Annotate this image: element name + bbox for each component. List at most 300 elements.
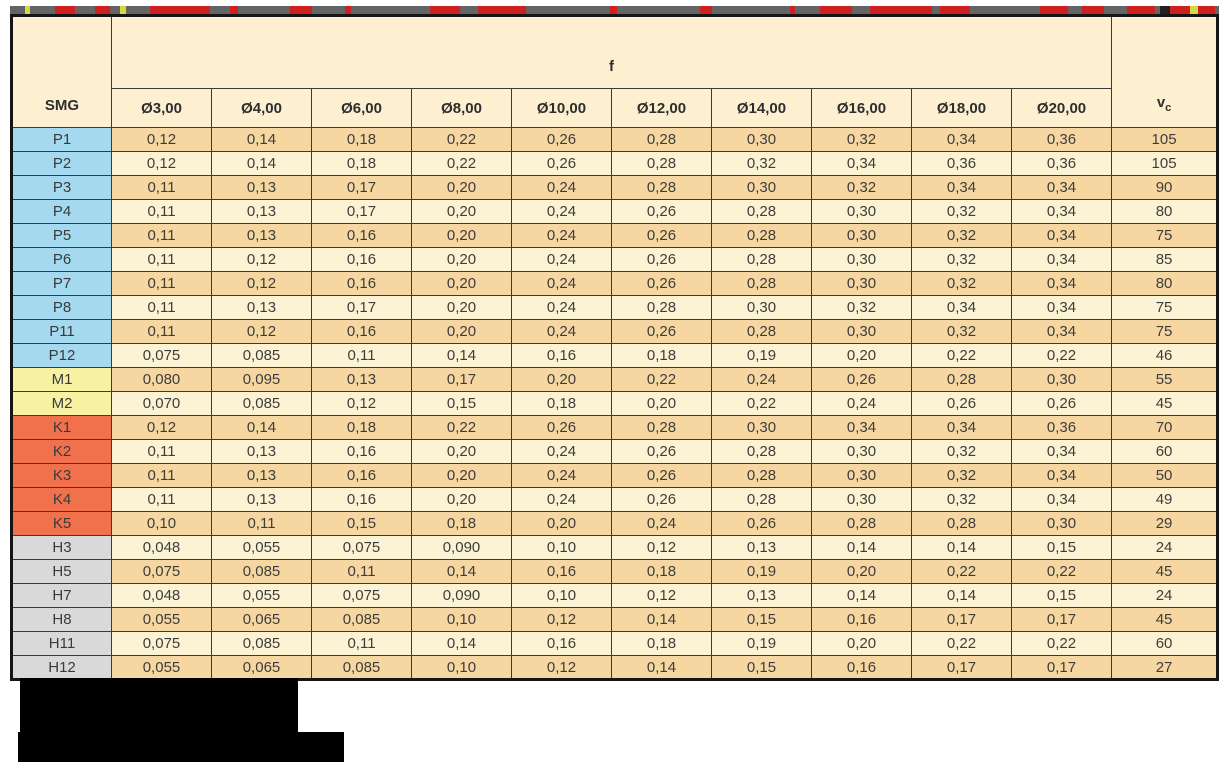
feed-value-cell: 0,22 <box>1012 632 1112 656</box>
feed-value-cell: 0,24 <box>512 464 612 488</box>
feed-value-cell: 0,11 <box>112 224 212 248</box>
feed-value-cell: 0,17 <box>912 608 1012 632</box>
feed-value-cell: 0,30 <box>812 320 912 344</box>
feed-value-cell: 0,14 <box>212 416 312 440</box>
material-group-label: H3 <box>12 536 112 560</box>
feed-value-cell: 0,18 <box>512 392 612 416</box>
feed-value-cell: 0,20 <box>512 512 612 536</box>
feed-value-cell: 0,18 <box>612 344 712 368</box>
feed-value-cell: 0,18 <box>312 128 412 152</box>
feed-value-cell: 0,14 <box>412 344 512 368</box>
feed-value-cell: 0,32 <box>812 176 912 200</box>
feed-value-cell: 0,080 <box>112 368 212 392</box>
feed-value-cell: 0,24 <box>512 296 612 320</box>
feed-value-cell: 0,12 <box>112 416 212 440</box>
cutting-speed-cell: 50 <box>1112 464 1218 488</box>
feed-value-cell: 0,28 <box>712 440 812 464</box>
feed-value-cell: 0,28 <box>712 200 812 224</box>
table-row <box>12 440 1218 464</box>
feed-value-cell: 0,20 <box>812 560 912 584</box>
feed-value-cell: 0,34 <box>1012 248 1112 272</box>
feed-value-cell: 0,085 <box>212 560 312 584</box>
feed-value-cell: 0,17 <box>1012 608 1112 632</box>
feed-value-cell: 0,16 <box>512 560 612 584</box>
feed-value-cell: 0,085 <box>312 608 412 632</box>
table-row <box>12 632 1218 656</box>
feed-value-cell: 0,24 <box>512 248 612 272</box>
diameter-column-header: Ø18,00 <box>912 89 1012 128</box>
feed-value-cell: 0,24 <box>512 272 612 296</box>
feed-value-cell: 0,24 <box>512 200 612 224</box>
feed-value-cell: 0,36 <box>912 152 1012 176</box>
feed-value-cell: 0,12 <box>612 536 712 560</box>
feed-value-cell: 0,075 <box>312 536 412 560</box>
feed-value-cell: 0,13 <box>212 200 312 224</box>
feed-value-cell: 0,11 <box>112 248 212 272</box>
feed-value-cell: 0,32 <box>912 272 1012 296</box>
material-group-label: P3 <box>12 176 112 200</box>
feed-value-cell: 0,34 <box>1012 488 1112 512</box>
redacted-caption-line <box>18 732 344 762</box>
feed-header-row <box>12 16 1218 89</box>
feed-value-cell: 0,12 <box>212 272 312 296</box>
feed-value-cell: 0,34 <box>912 128 1012 152</box>
feed-value-cell: 0,30 <box>712 296 812 320</box>
material-group-label: P8 <box>12 296 112 320</box>
feed-value-cell: 0,048 <box>112 536 212 560</box>
vc-label: v <box>1156 94 1166 111</box>
diameter-column-header: Ø16,00 <box>812 89 912 128</box>
feed-value-cell: 0,34 <box>912 416 1012 440</box>
table-row <box>12 656 1218 680</box>
feed-value-cell: 0,28 <box>812 512 912 536</box>
feed-value-cell: 0,30 <box>712 176 812 200</box>
feed-value-cell: 0,090 <box>412 536 512 560</box>
feed-value-cell: 0,32 <box>812 128 912 152</box>
cutting-speed-cell: 80 <box>1112 200 1218 224</box>
feed-value-cell: 0,19 <box>712 560 812 584</box>
feed-value-cell: 0,048 <box>112 584 212 608</box>
diameter-column-header: Ø20,00 <box>1012 89 1112 128</box>
feed-value-cell: 0,10 <box>512 584 612 608</box>
feed-value-cell: 0,095 <box>212 368 312 392</box>
material-group-label: P4 <box>12 200 112 224</box>
feed-value-cell: 0,32 <box>912 248 1012 272</box>
feed-value-cell: 0,11 <box>112 272 212 296</box>
feed-value-cell: 0,26 <box>912 392 1012 416</box>
feed-value-cell: 0,12 <box>312 392 412 416</box>
feed-value-cell: 0,11 <box>112 200 212 224</box>
feed-value-cell: 0,26 <box>612 464 712 488</box>
feed-value-cell: 0,055 <box>212 584 312 608</box>
feed-value-cell: 0,085 <box>212 632 312 656</box>
diameter-column-header: Ø10,00 <box>512 89 612 128</box>
table-row <box>12 488 1218 512</box>
material-group-label: P1 <box>12 128 112 152</box>
feed-value-cell: 0,26 <box>612 488 712 512</box>
feed-value-cell: 0,26 <box>512 128 612 152</box>
material-group-label: P7 <box>12 272 112 296</box>
feed-value-cell: 0,30 <box>812 272 912 296</box>
material-group-label: P11 <box>12 320 112 344</box>
feed-value-cell: 0,16 <box>512 344 612 368</box>
cutting-speed-cell: 75 <box>1112 224 1218 248</box>
feed-value-cell: 0,20 <box>412 176 512 200</box>
cutting-speed-cell: 60 <box>1112 440 1218 464</box>
cutting-speed-cell: 105 <box>1112 128 1218 152</box>
feed-value-cell: 0,26 <box>612 248 712 272</box>
material-group-label: P5 <box>12 224 112 248</box>
feed-value-cell: 0,18 <box>612 632 712 656</box>
table-row <box>12 272 1218 296</box>
diameter-header-row <box>12 89 1218 128</box>
table-row <box>12 296 1218 320</box>
cutting-speed-cell: 46 <box>1112 344 1218 368</box>
feed-value-cell: 0,14 <box>212 128 312 152</box>
feed-value-cell: 0,20 <box>412 200 512 224</box>
feed-value-cell: 0,065 <box>212 608 312 632</box>
diameter-column-header: Ø6,00 <box>312 89 412 128</box>
feed-value-cell: 0,14 <box>412 632 512 656</box>
vc-subscript: c <box>1165 102 1172 114</box>
feed-value-cell: 0,11 <box>312 344 412 368</box>
feed-value-cell: 0,20 <box>412 320 512 344</box>
feed-value-cell: 0,22 <box>412 416 512 440</box>
cutting-speed-cell: 45 <box>1112 392 1218 416</box>
table-row <box>12 368 1218 392</box>
feed-value-cell: 0,12 <box>112 152 212 176</box>
feed-value-cell: 0,24 <box>512 320 612 344</box>
feed-value-cell: 0,17 <box>412 368 512 392</box>
feed-value-cell: 0,11 <box>112 320 212 344</box>
vc-column-header <box>1112 16 1218 128</box>
feed-value-cell: 0,16 <box>312 224 412 248</box>
feed-value-cell: 0,26 <box>612 224 712 248</box>
feed-value-cell: 0,18 <box>412 512 512 536</box>
feed-value-cell: 0,16 <box>512 632 612 656</box>
cutting-speed-cell: 24 <box>1112 584 1218 608</box>
feed-value-cell: 0,34 <box>812 416 912 440</box>
feed-value-cell: 0,17 <box>312 176 412 200</box>
feed-value-cell: 0,16 <box>312 488 412 512</box>
feed-value-cell: 0,34 <box>1012 200 1112 224</box>
feed-value-cell: 0,20 <box>412 272 512 296</box>
feed-value-cell: 0,15 <box>412 392 512 416</box>
feed-value-cell: 0,32 <box>912 488 1012 512</box>
cutting-speed-cell: 55 <box>1112 368 1218 392</box>
feed-value-cell: 0,14 <box>212 152 312 176</box>
feed-value-cell: 0,20 <box>412 296 512 320</box>
feed-value-cell: 0,070 <box>112 392 212 416</box>
feed-value-cell: 0,10 <box>412 608 512 632</box>
table-row <box>12 560 1218 584</box>
feed-value-cell: 0,20 <box>412 488 512 512</box>
feed-value-cell: 0,13 <box>212 464 312 488</box>
material-group-label: M1 <box>12 368 112 392</box>
feed-value-cell: 0,30 <box>812 488 912 512</box>
feed-value-cell: 0,12 <box>212 320 312 344</box>
feed-value-cell: 0,36 <box>1012 416 1112 440</box>
feed-value-cell: 0,36 <box>1012 128 1112 152</box>
feed-value-cell: 0,26 <box>512 416 612 440</box>
cutting-speed-cell: 75 <box>1112 296 1218 320</box>
feed-value-cell: 0,36 <box>1012 152 1112 176</box>
feed-value-cell: 0,18 <box>612 560 712 584</box>
cutting-speed-cell: 90 <box>1112 176 1218 200</box>
feed-value-cell: 0,075 <box>112 344 212 368</box>
table-row <box>12 176 1218 200</box>
feed-value-cell: 0,12 <box>112 128 212 152</box>
table-row <box>12 200 1218 224</box>
feed-value-cell: 0,28 <box>612 128 712 152</box>
table-row <box>12 344 1218 368</box>
feed-value-cell: 0,24 <box>512 488 612 512</box>
feed-value-cell: 0,16 <box>312 464 412 488</box>
feed-value-cell: 0,055 <box>112 608 212 632</box>
feed-value-cell: 0,17 <box>312 296 412 320</box>
feed-value-cell: 0,16 <box>312 320 412 344</box>
cutting-speed-cell: 75 <box>1112 320 1218 344</box>
feed-value-cell: 0,32 <box>912 440 1012 464</box>
feed-value-cell: 0,055 <box>112 656 212 680</box>
feed-value-cell: 0,14 <box>912 536 1012 560</box>
feed-value-cell: 0,34 <box>812 152 912 176</box>
feed-value-cell: 0,13 <box>212 440 312 464</box>
cutting-speed-cell: 45 <box>1112 560 1218 584</box>
table-row <box>12 392 1218 416</box>
feed-value-cell: 0,26 <box>712 512 812 536</box>
feed-value-cell: 0,34 <box>1012 176 1112 200</box>
feed-value-cell: 0,10 <box>512 536 612 560</box>
material-group-label: K2 <box>12 440 112 464</box>
feed-value-cell: 0,30 <box>712 416 812 440</box>
feed-value-cell: 0,12 <box>512 608 612 632</box>
feed-value-cell: 0,30 <box>812 440 912 464</box>
feed-value-cell: 0,34 <box>1012 320 1112 344</box>
material-group-label: P6 <box>12 248 112 272</box>
feed-value-cell: 0,28 <box>912 368 1012 392</box>
redacted-top-strip <box>10 6 1219 14</box>
feed-value-cell: 0,16 <box>312 440 412 464</box>
feed-value-cell: 0,28 <box>612 416 712 440</box>
diameter-column-header: Ø12,00 <box>612 89 712 128</box>
feed-value-cell: 0,34 <box>1012 272 1112 296</box>
material-group-label: P2 <box>12 152 112 176</box>
cutting-speed-cell: 85 <box>1112 248 1218 272</box>
feed-value-cell: 0,11 <box>112 464 212 488</box>
feed-value-cell: 0,28 <box>712 488 812 512</box>
feed-value-cell: 0,18 <box>312 152 412 176</box>
feed-value-cell: 0,15 <box>312 512 412 536</box>
feed-value-cell: 0,20 <box>412 440 512 464</box>
feed-value-cell: 0,15 <box>1012 584 1112 608</box>
feed-value-cell: 0,20 <box>612 392 712 416</box>
feed-value-cell: 0,30 <box>712 128 812 152</box>
feed-value-cell: 0,26 <box>612 440 712 464</box>
diameter-column-header: Ø4,00 <box>212 89 312 128</box>
feed-value-cell: 0,22 <box>912 560 1012 584</box>
feed-value-cell: 0,20 <box>812 632 912 656</box>
feed-value-cell: 0,30 <box>812 200 912 224</box>
feed-value-cell: 0,20 <box>412 224 512 248</box>
feed-value-cell: 0,24 <box>812 392 912 416</box>
feed-value-cell: 0,16 <box>812 656 912 680</box>
material-group-label: P12 <box>12 344 112 368</box>
feed-value-cell: 0,22 <box>912 344 1012 368</box>
feed-value-cell: 0,28 <box>612 296 712 320</box>
feed-value-cell: 0,32 <box>912 200 1012 224</box>
feed-value-cell: 0,18 <box>312 416 412 440</box>
cutting-data-table <box>10 14 1219 681</box>
table-row <box>12 128 1218 152</box>
feed-value-cell: 0,090 <box>412 584 512 608</box>
feed-value-cell: 0,30 <box>1012 512 1112 536</box>
feed-value-cell: 0,30 <box>812 248 912 272</box>
feed-value-cell: 0,075 <box>112 632 212 656</box>
feed-value-cell: 0,13 <box>212 176 312 200</box>
feed-value-cell: 0,20 <box>412 464 512 488</box>
feed-value-cell: 0,15 <box>1012 536 1112 560</box>
feed-value-cell: 0,26 <box>612 272 712 296</box>
table-row <box>12 224 1218 248</box>
table-row <box>12 464 1218 488</box>
feed-value-cell: 0,13 <box>712 536 812 560</box>
feed-value-cell: 0,28 <box>712 464 812 488</box>
feed-value-cell: 0,13 <box>212 224 312 248</box>
feed-value-cell: 0,085 <box>212 392 312 416</box>
redacted-caption-block <box>20 678 298 732</box>
feed-value-cell: 0,10 <box>112 512 212 536</box>
feed-value-cell: 0,22 <box>1012 560 1112 584</box>
feed-value-cell: 0,28 <box>712 224 812 248</box>
feed-value-cell: 0,13 <box>712 584 812 608</box>
material-group-label: K1 <box>12 416 112 440</box>
feed-value-cell: 0,26 <box>1012 392 1112 416</box>
feed-value-cell: 0,075 <box>312 584 412 608</box>
cutting-speed-cell: 27 <box>1112 656 1218 680</box>
feed-value-cell: 0,14 <box>412 560 512 584</box>
feed-value-cell: 0,32 <box>812 296 912 320</box>
feed-value-cell: 0,30 <box>812 224 912 248</box>
material-group-label: H5 <box>12 560 112 584</box>
material-group-label: K3 <box>12 464 112 488</box>
feed-value-cell: 0,32 <box>912 224 1012 248</box>
table-row <box>12 584 1218 608</box>
feed-value-cell: 0,055 <box>212 536 312 560</box>
diameter-column-header: Ø14,00 <box>712 89 812 128</box>
feed-value-cell: 0,34 <box>912 176 1012 200</box>
feed-value-cell: 0,30 <box>812 464 912 488</box>
feed-value-cell: 0,13 <box>212 488 312 512</box>
feed-value-cell: 0,11 <box>312 560 412 584</box>
feed-value-cell: 0,20 <box>412 248 512 272</box>
feed-value-cell: 0,34 <box>912 296 1012 320</box>
feed-value-cell: 0,28 <box>712 248 812 272</box>
feed-value-cell: 0,085 <box>212 344 312 368</box>
feed-value-cell: 0,065 <box>212 656 312 680</box>
feed-value-cell: 0,11 <box>112 488 212 512</box>
material-group-label: M2 <box>12 392 112 416</box>
cutting-speed-cell: 29 <box>1112 512 1218 536</box>
table-row <box>12 416 1218 440</box>
feed-value-cell: 0,28 <box>712 320 812 344</box>
material-group-label: H7 <box>12 584 112 608</box>
cutting-speed-cell: 70 <box>1112 416 1218 440</box>
feed-value-cell: 0,15 <box>712 608 812 632</box>
feed-value-cell: 0,19 <box>712 632 812 656</box>
material-group-label: H11 <box>12 632 112 656</box>
material-group-label: K4 <box>12 488 112 512</box>
material-group-label: H8 <box>12 608 112 632</box>
feed-value-cell: 0,14 <box>612 608 712 632</box>
feed-value-cell: 0,13 <box>312 368 412 392</box>
feed-value-cell: 0,15 <box>712 656 812 680</box>
smg-column-header: SMG <box>12 16 112 128</box>
feed-value-cell: 0,075 <box>112 560 212 584</box>
feed-value-cell: 0,19 <box>712 344 812 368</box>
feed-value-cell: 0,14 <box>612 656 712 680</box>
feed-value-cell: 0,13 <box>212 296 312 320</box>
table-row <box>12 152 1218 176</box>
table-row <box>12 512 1218 536</box>
feed-value-cell: 0,34 <box>1012 224 1112 248</box>
feed-value-cell: 0,11 <box>212 512 312 536</box>
feed-value-cell: 0,22 <box>712 392 812 416</box>
feed-value-cell: 0,24 <box>512 440 612 464</box>
diameter-column-header: Ø3,00 <box>112 89 212 128</box>
feed-value-cell: 0,14 <box>812 584 912 608</box>
feed-value-cell: 0,12 <box>612 584 712 608</box>
feed-value-cell: 0,22 <box>412 152 512 176</box>
feed-value-cell: 0,22 <box>612 368 712 392</box>
feed-value-cell: 0,20 <box>512 368 612 392</box>
feed-value-cell: 0,14 <box>812 536 912 560</box>
cutting-speed-cell: 45 <box>1112 608 1218 632</box>
feed-group-header: f <box>112 16 1112 89</box>
feed-value-cell: 0,11 <box>112 296 212 320</box>
table-row <box>12 248 1218 272</box>
cutting-speed-cell: 60 <box>1112 632 1218 656</box>
material-group-label: K5 <box>12 512 112 536</box>
feed-value-cell: 0,24 <box>512 176 612 200</box>
feed-value-cell: 0,30 <box>1012 368 1112 392</box>
feed-value-cell: 0,28 <box>612 152 712 176</box>
table-row <box>12 608 1218 632</box>
cutting-speed-cell: 24 <box>1112 536 1218 560</box>
feed-value-cell: 0,22 <box>912 632 1012 656</box>
feed-value-cell: 0,14 <box>912 584 1012 608</box>
feed-value-cell: 0,28 <box>912 512 1012 536</box>
feed-value-cell: 0,17 <box>1012 656 1112 680</box>
table-row <box>12 536 1218 560</box>
feed-value-cell: 0,26 <box>812 368 912 392</box>
feed-value-cell: 0,34 <box>1012 440 1112 464</box>
feed-value-cell: 0,11 <box>112 440 212 464</box>
feed-value-cell: 0,17 <box>912 656 1012 680</box>
feed-value-cell: 0,16 <box>812 608 912 632</box>
feed-value-cell: 0,10 <box>412 656 512 680</box>
feed-value-cell: 0,24 <box>612 512 712 536</box>
cutting-speed-cell: 80 <box>1112 272 1218 296</box>
feed-value-cell: 0,28 <box>612 176 712 200</box>
diameter-column-header: Ø8,00 <box>412 89 512 128</box>
material-group-label: H12 <box>12 656 112 680</box>
feed-value-cell: 0,16 <box>312 272 412 296</box>
feed-value-cell: 0,28 <box>712 272 812 296</box>
feed-value-cell: 0,24 <box>512 224 612 248</box>
feed-value-cell: 0,17 <box>312 200 412 224</box>
cutting-speed-cell: 105 <box>1112 152 1218 176</box>
